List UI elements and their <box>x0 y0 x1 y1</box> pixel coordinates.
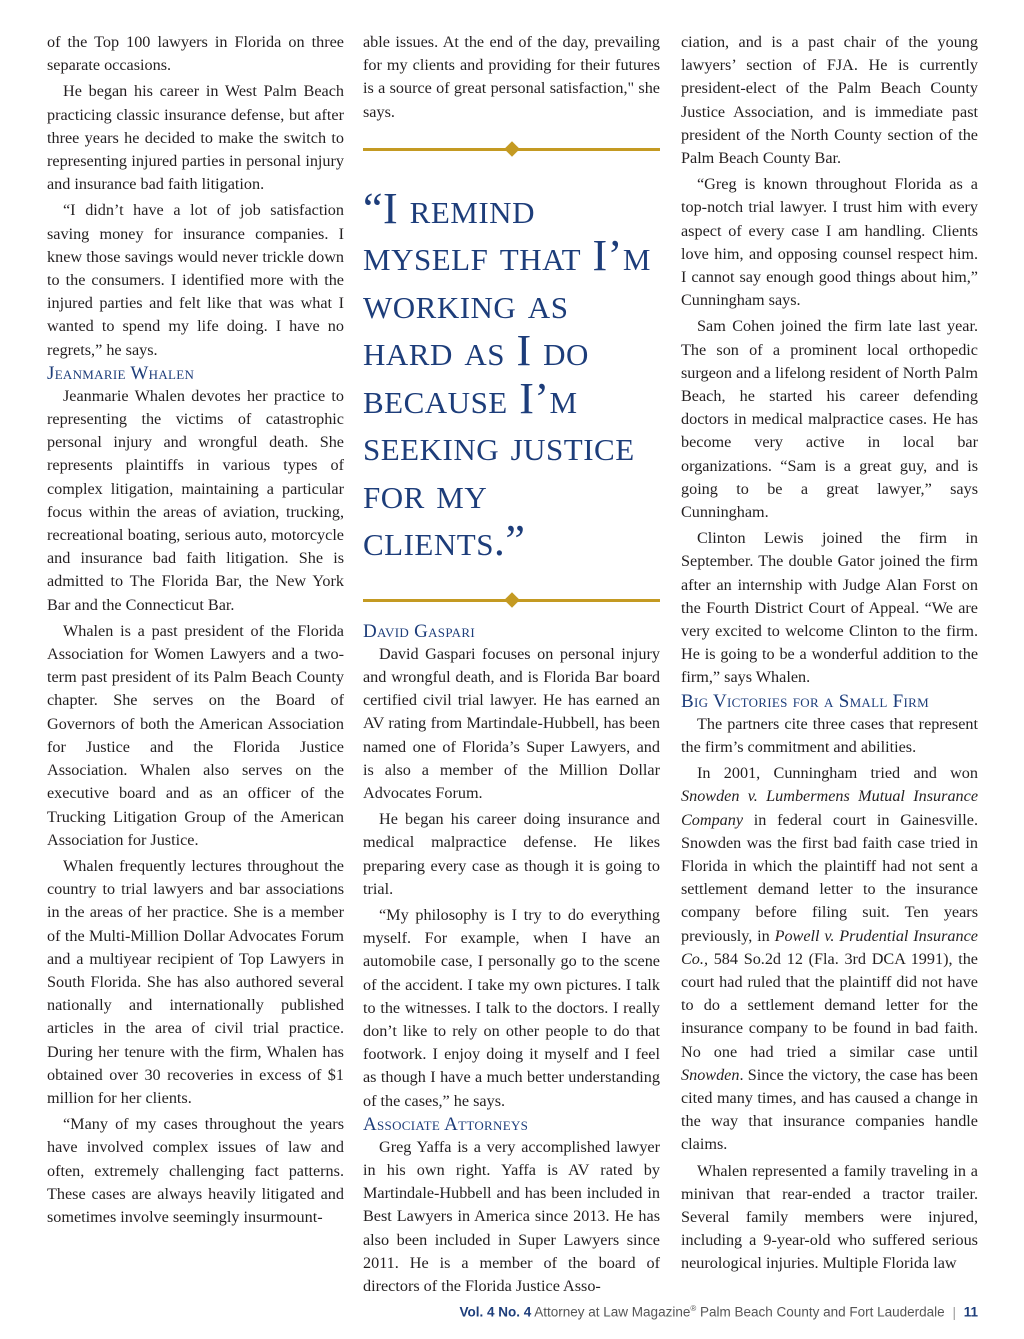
pullquote-rule-top <box>363 148 660 151</box>
paragraph: “Many of my cases throughout the years have involved complex issues of law and often, extremely challenging fact patterns. These cases are always heavily litigated and sometimes involve seemingly insurmount- <box>47 1115 344 1226</box>
paragraph: Jeanmarie Whalen devotes her practice to representing the victims of catastrophic personal injury and wrongful death. She represents plaintiffs in various types of complex litigation, maintaining a particular focus within the areas of aviation, trucking, recreational boating, serious auto, motorcycle and insurance bad faith litigation. She is admitted to The Florida Bar, the New York Bar and the Connecticut Bar. <box>47 386 344 614</box>
text-run: In 2001, Cunningham tried and won <box>697 764 978 783</box>
paragraph: The partners cite three cases that represent the firm’s commitment and abilities. <box>681 714 978 756</box>
paragraph: He began his career doing insurance and medical malpractice defense. He likes preparing every case as though it is going to trial. <box>363 810 660 898</box>
paragraph: Clinton Lewis joined the firm in September. The double Gator joined the firm after an internship with Judge Alan Forst on the Fourth District Court of Appeal. “We are very excited to welcome Clinton to the firm. He is going to be a wonderful addition to the firm,” says Whalen. <box>681 529 978 687</box>
edition-name: Palm Beach County and Fort Lauderdale <box>700 1304 945 1320</box>
paragraph: “Greg is known throughout Florida as a top-notch trial lawyer. I trust him with every aspect of every case I am handling. Clients love him, and opposing counsel respect him. I cannot say enough good things about him,” Cunningham says. <box>681 175 978 310</box>
page-footer <box>459 1304 978 1320</box>
paragraph-snowden <box>681 762 978 1156</box>
paragraph: ciation, and is a past chair of the young lawyers’ section of FJA. He is currently president-elect of the Palm Beach County Justice Association, and is immediate past president of the North County section of the Palm Beach County Bar. <box>681 33 978 168</box>
paragraph: Whalen frequently lectures throughout the country to trial lawyers and bar associations in the areas of her practice. She is a member of the Multi-Million Dollar Advocates Forum and a multiyear recipient of Top Lawyers in South Florida. She has also authored several nationally and internationally published articles in the area of civil trial practice. During her tenure with the firm, Whalen has obtained over 30 recoveries in excess of $1 million for her clients. <box>47 856 344 1107</box>
paragraph: of the Top 100 lawyers in Florida on three separate occasions. <box>47 33 344 75</box>
case-name: Snowden v. Lumbermens Mutual Insurance Company <box>681 787 978 829</box>
text-run: 584 So.2d 12 (Fla. 3rd DCA 1991), the court had ruled that the plaintiff did not have to do a settlement demand letter for the insurance company to be found in bad faith. No one had tried a similar case until <box>681 949 978 1061</box>
subheading-david-gaspari: David Gaspari <box>363 620 475 642</box>
paragraph: Whalen represented a family traveling in a minivan that rear-ended a tractor trailer. Several family members were injured, including a 9-year-old who suffered serious neurological injuries. Multiple Florida law <box>681 1161 978 1273</box>
paragraph: Greg Yaffa is a very accomplished lawyer in his own right. Yaffa is AV rated by Martindale-Hubbell and has been included in Best Lawyers in America since 2013. He has also been included in Super Lawyers since 2011. He is a member of the board of directors of the Florida Justice Asso- <box>363 1137 660 1296</box>
column-3 <box>681 31 978 1276</box>
page-number: 11 <box>963 1304 978 1320</box>
volume-label: Vol. 4 No. 4 <box>459 1304 532 1320</box>
case-name: Snowden <box>681 1065 740 1084</box>
text-run: . Since the victory, the case has been cited many times, and has caused a change in the way that insurance companies handle claims. <box>681 1065 978 1154</box>
column-2 <box>363 31 660 1298</box>
publication-name: Attorney at Law Magazine <box>534 1304 691 1320</box>
subheading-big-victories: Big Victories for a Small Firm <box>681 690 929 712</box>
footer-separator: | <box>952 1304 956 1320</box>
registered-mark: ® <box>690 1304 697 1313</box>
pull-quote: “I remind myself that I’m working as hard as I do because I’m seeking justice for my clients.” <box>363 183 651 566</box>
paragraph: Sam Cohen joined the firm late last year. The son of a prominent local orthopedic surgeon and a lifelong resident of North Palm Beach, he started his career defending doctors in medical malpractice cases. He has become very active in local bar organizations. “Sam is a great guy, and is going to be a great lawyer,” says Cunningham. <box>681 317 978 522</box>
column-1 <box>47 31 344 1229</box>
paragraph: He began his career in West Palm Beach practicing classic insurance defense, but after three years he decided to make the switch to representing injured parties in personal injury and insurance bad faith litigation. <box>47 82 344 194</box>
subheading-jeanmarie-whalen: Jeanmarie Whalen <box>47 362 195 384</box>
paragraph: David Gaspari focuses on personal injury and wrongful death, and is Florida Bar board certified civil trial lawyer. He has earned an AV rating from Martindale-Hubbell, has been named one of Florida’s Super Lawyers, and is also a member of the Million Dollar Advocates Forum. <box>363 644 660 803</box>
paragraph: “My philosophy is I try to do everything myself. For example, when I have an automobile case, I personally go to the scene of the accident. I take my own pictures. I talk to the witnesses. I talk to the doctors. I really don’t like to rely on other people to do that footwork. I enjoy doing it myself and I feel as though I have a much better understanding of the cases,” he says. <box>363 906 660 1110</box>
paragraph: “I didn’t have a lot of job satisfaction saving money for insurance companies. I knew those savings would never trickle down to the consumers. I identified more with the injured parties and felt like that was what I wanted to spend my life doing. I have no regrets,” he says. <box>47 201 344 359</box>
pullquote-rule-bottom <box>363 599 660 602</box>
text-run: in federal court in Gainesville. Snowden was the first bad faith case tried in Florida in which the plaintiff had not sent a settlement demand letter to the insurance company before filing suit. Ten years previously, in <box>681 810 978 945</box>
case-name: Powell v. Prudential Insurance Co., <box>681 926 978 968</box>
paragraph: able issues. At the end of the day, prevailing for my clients and providing for their futures is a source of great personal satisfaction," she says. <box>363 33 660 121</box>
subheading-associate-attorneys: Associate Attorneys <box>363 1113 529 1135</box>
paragraph: Whalen is a past president of the Florida Association for Women Lawyers and a two-term past president of its Palm Beach County chapter. She serves on the Board of Governors of both the American Association for Justice and the Florida Justice Association. Whalen also serves on the executive board and as an officer of the Trucking Litigation Group of the American Association for Justice. <box>47 621 344 849</box>
